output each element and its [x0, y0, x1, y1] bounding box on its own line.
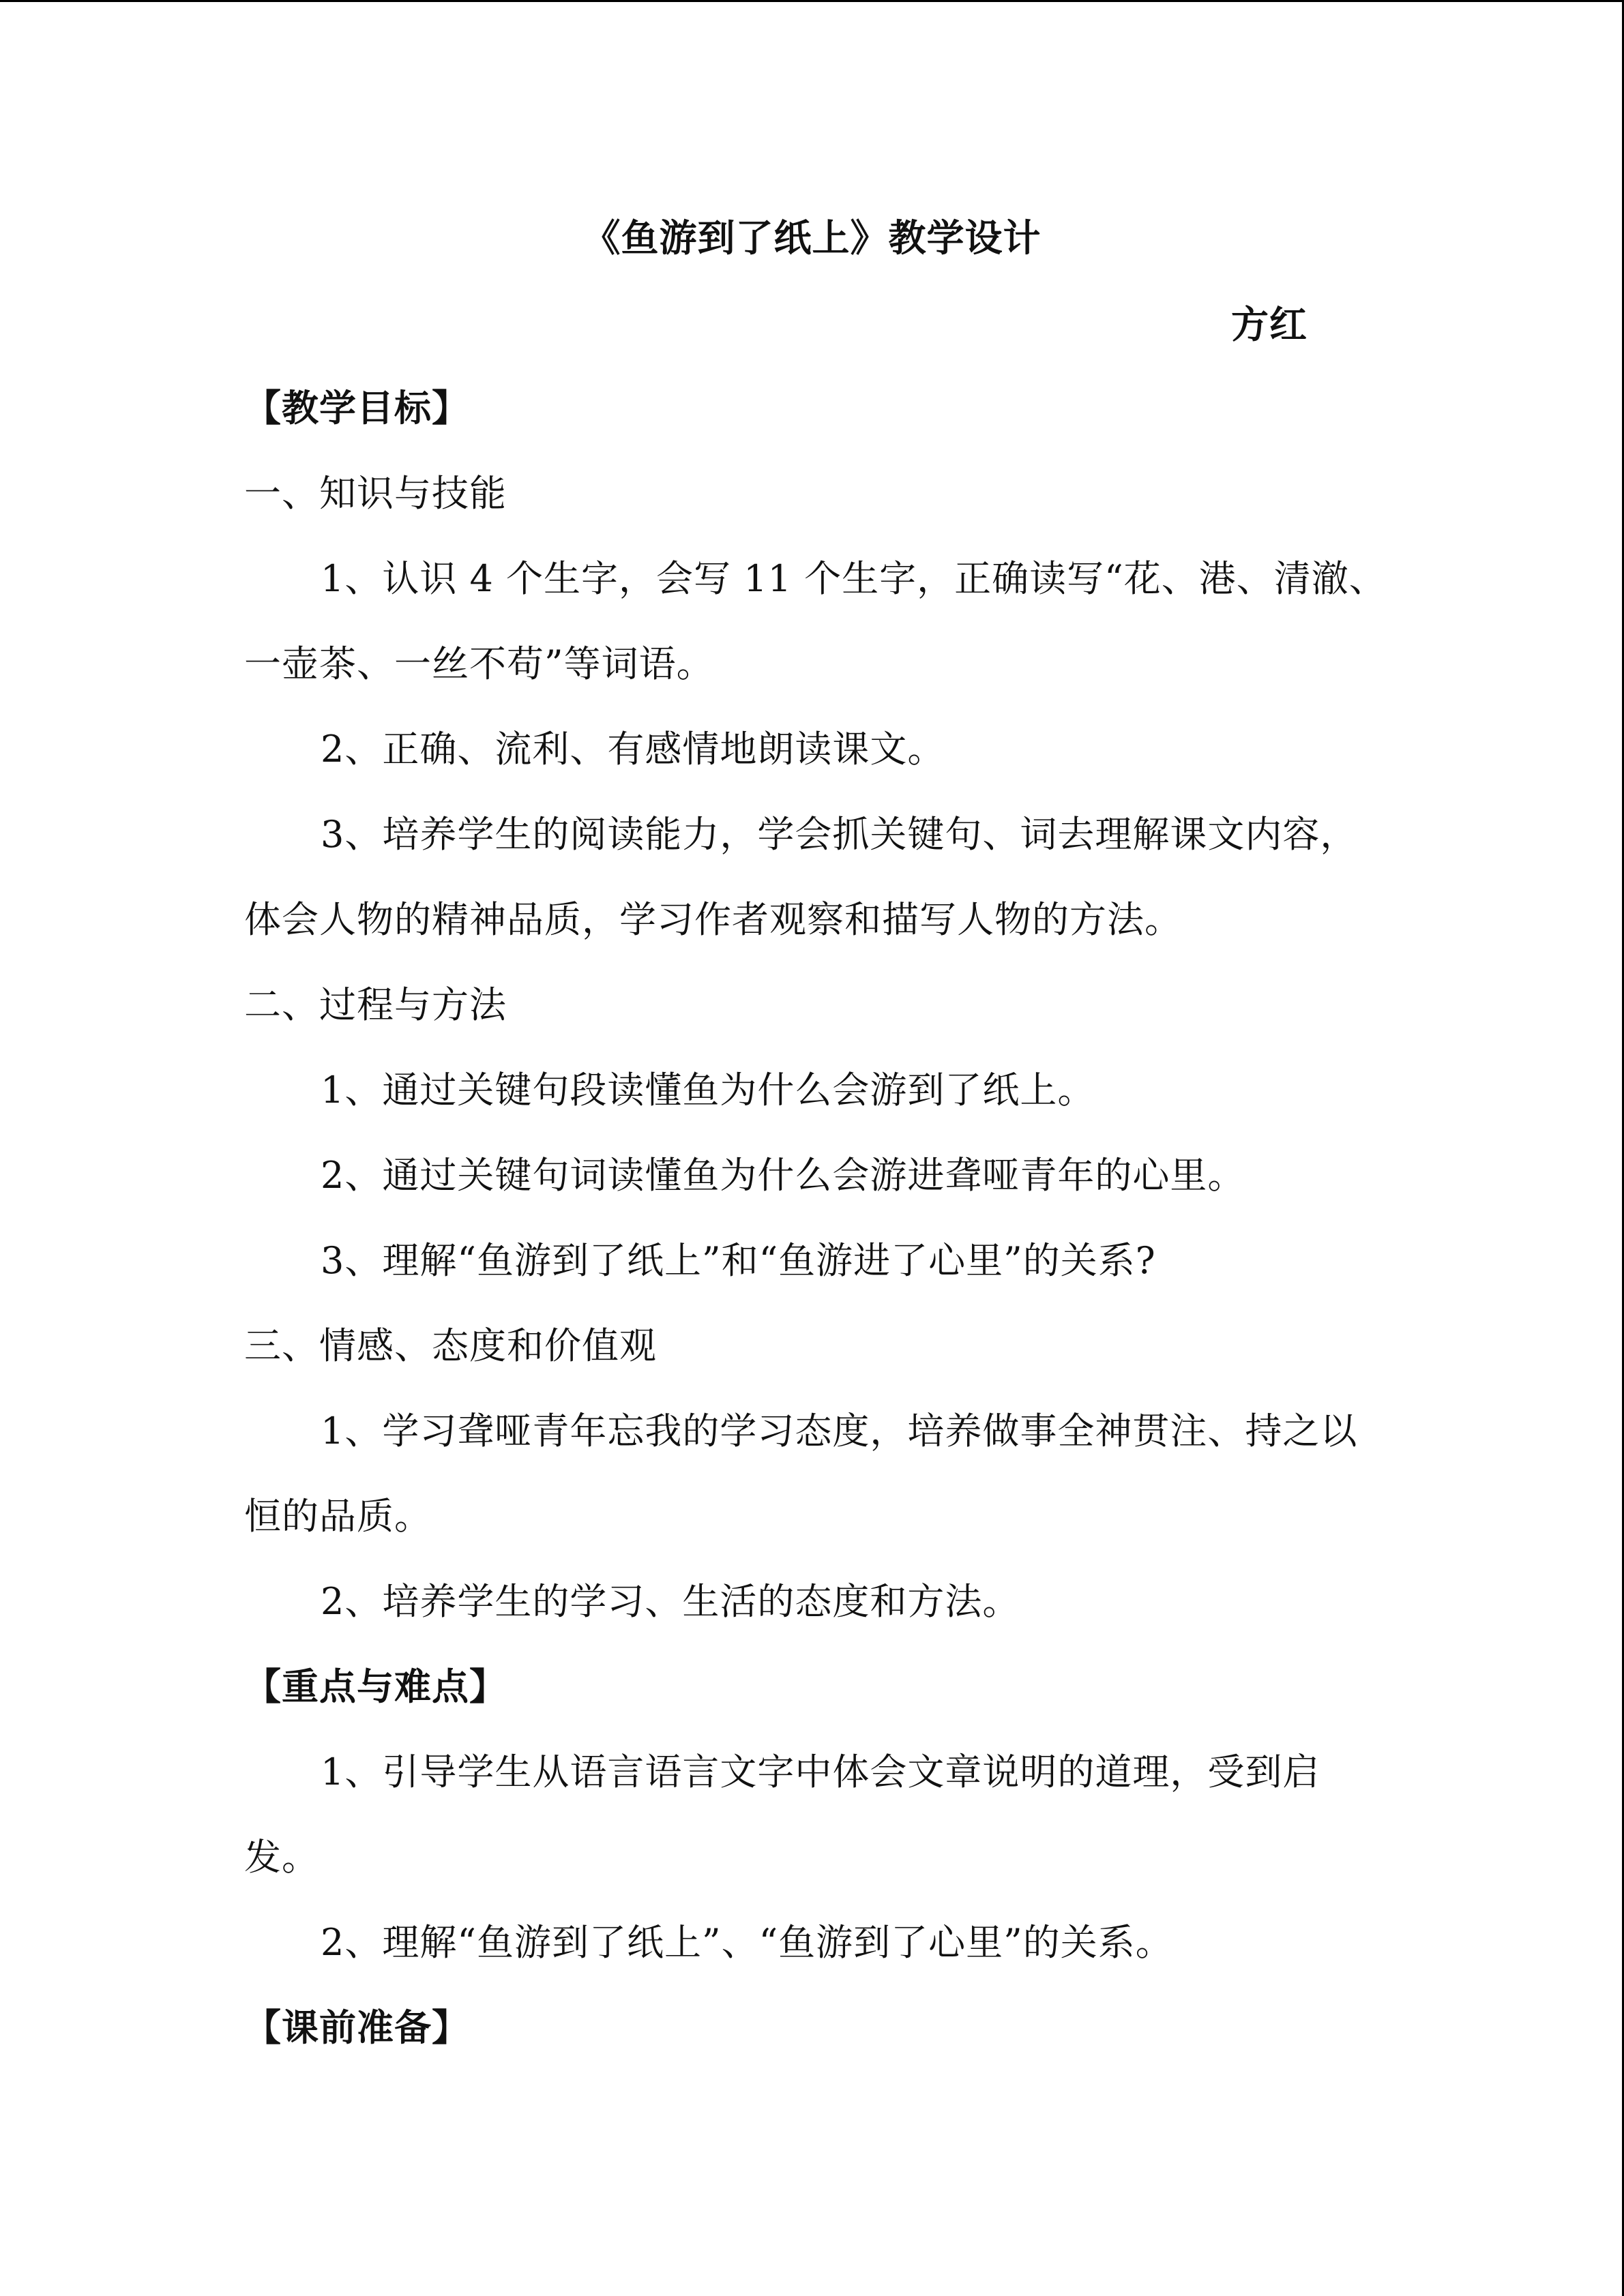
paragraph-line: 体会人物的精神品质，学习作者观察和描写人物的方法。	[244, 898, 1182, 941]
paragraph-line: 3、理解“鱼游到了纸上”和“鱼游进了心里”的关系?	[321, 1239, 1156, 1282]
paragraph-line: 2、通过关键句词读懂鱼为什么会游进聋哑青年的心里。	[321, 1154, 1245, 1197]
subsection-heading-values: 三、情感、态度和价值观	[244, 1324, 657, 1367]
paragraph-line: 3、培养学生的阅读能力，学会抓关键句、词去理解课文内容，	[321, 813, 1358, 856]
paragraph-line: 1、通过关键句段读懂鱼为什么会游到了纸上。	[321, 1069, 1095, 1112]
paragraph-line: 1、学习聋哑青年忘我的学习态度，培养做事全神贯注、持之以	[321, 1410, 1358, 1452]
document-title: 《鱼游到了纸上》教学设计	[582, 216, 1042, 260]
paragraph-line: 发。	[244, 1836, 319, 1879]
paragraph-line: 一壶茶、一丝不苟”等词语。	[244, 642, 714, 685]
document-author: 方红	[1231, 303, 1308, 346]
paragraph-line: 2、正确、流利、有感情地朗读课文。	[321, 728, 945, 771]
paragraph-line: 1、认识 4 个生字，会写 11 个生字，正确读写“花、港、清澈、	[321, 557, 1387, 600]
subsection-heading-process: 二、过程与方法	[244, 983, 507, 1026]
section-heading-objectives: 【教学目标】	[244, 387, 469, 430]
paragraph-line: 2、培养学生的学习、生活的态度和方法。	[321, 1580, 1020, 1623]
section-heading-key-points: 【重点与难点】	[244, 1665, 507, 1708]
subsection-heading-knowledge: 一、知识与技能	[244, 472, 507, 515]
section-heading-preparation: 【课前准备】	[244, 2006, 469, 2049]
paragraph-line: 恒的品质。	[244, 1495, 432, 1538]
paragraph-line: 1、引导学生从语言语言文字中体会文章说明的道理，受到启	[321, 1750, 1320, 1793]
paragraph-line: 2、理解“鱼游到了纸上”、“鱼游到了心里”的关系。	[321, 1921, 1173, 1964]
